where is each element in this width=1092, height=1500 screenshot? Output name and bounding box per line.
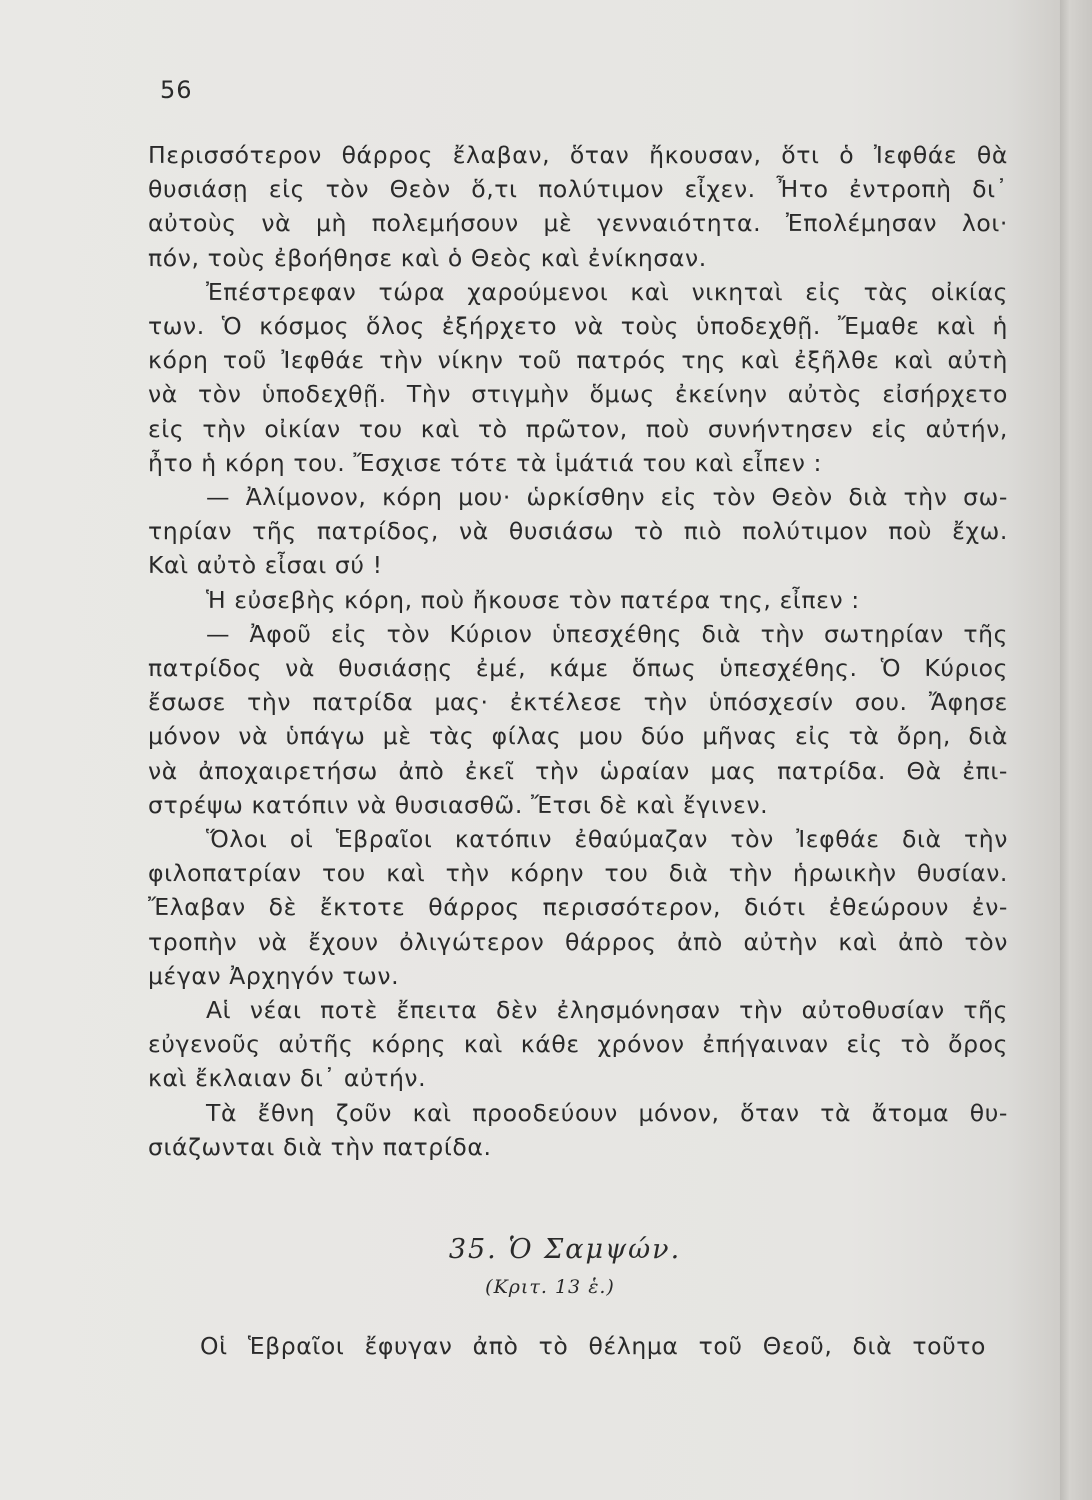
section-heading: 35. Ὁ Σαμψών. [448,1234,682,1265]
text-line: τροπὴν νὰ ἔχουν ὀλιγώτερον θάρρος ἀπὸ αὐτὴν καὶ ἀπὸ τὸν [148,927,1008,956]
text-line: θυσιάσῃ εἰς τὸν Θεὸν ὅ,τι πολύτιμον εἶχεν. Ἦτο ἐντροπὴ δι᾿ [148,175,1008,204]
text-line: εὐγενοῦς αὐτῆς κόρης καὶ κάθε χρόνον ἐπήγαιναν εἰς τὸ ὄρος [148,1030,1008,1059]
text-line: — Ἀλίμονον, κόρη μου· ὡρκίσθην εἰς τὸν Θεὸν διὰ τὴν σω- [206,483,1008,512]
text-line: μόνον νὰ ὑπάγω μὲ τὰς φίλας μου δύο μῆνας εἰς τὰ ὄρη, διὰ [148,722,1008,751]
text-line: Ἔλαβαν δὲ ἔκτοτε θάρρος περισσότερον, διότι ἐθεώρουν ἐν- [148,893,1008,922]
text-line: Καὶ αὐτὸ εἶσαι σύ ! [148,551,383,580]
text-line: Ἡ εὐσεβὴς κόρη, ποὺ ἤκουσε τὸν πατέρα της, εἶπεν : [206,585,860,614]
section-reference: (Κριτ. 13 ἑ.) [485,1276,615,1298]
text-line: τηρίαν τῆς πατρίδος, νὰ θυσιάσω τὸ πιὸ πολύτιμον ποὺ ἔχω. [148,517,1008,546]
text-line: — Ἀφοῦ εἰς τὸν Κύριον ὑπεσχέθης διὰ τὴν σωτηρίαν τῆς [206,619,1008,648]
text-line: πόν, τοὺς ἐβοήθησε καὶ ὁ Θεὸς καὶ ἐνίκησαν. [148,243,707,272]
text-line: μέγαν Ἀρχηγόν των. [148,961,400,990]
text-line: Ἐπέστρεφαν τώρα χαρούμενοι καὶ νικηταὶ εἰς τὰς οἰκίας [206,277,1008,306]
section-first-line: Οἱ Ἑβραῖοι ἔφυγαν ἀπὸ τὸ θέλημα τοῦ Θεοῦ, διὰ τοῦτο [200,1332,986,1360]
text-line: Τὰ ἔθνη ζοῦν καὶ προοδεύουν μόνον, ὅταν τὰ ἄτομα θυ- [206,1098,1008,1127]
text-line: Περισσότερον θάρρος ἔλαβαν, ὅταν ἤκουσαν, ὅτι ὁ Ἰεφθάε θὰ [148,141,1008,169]
text-line: νὰ τὸν ὑποδεχθῇ. Τὴν στιγμὴν ὅμως ἐκείνην αὐτὸς εἰσήρχετο [148,380,1008,409]
text-line: στρέψω κατόπιν νὰ θυσιασθῶ. Ἔτσι δὲ καὶ ἔγινεν. [148,790,769,819]
text-line: ἦτο ἡ κόρη του. Ἔσχισε τότε τὰ ἱμάτιά του καὶ εἶπεν : [148,448,823,477]
body-text [148,138,1008,1164]
text-line: των. Ὁ κόσμος ὅλος ἐξήρχετο νὰ τοὺς ὑποδεχθῇ. Ἔμαθε καὶ ἡ [148,312,1008,341]
page-number: 56 [160,76,193,104]
text-line: νὰ ἀποχαιρετήσω ἀπὸ ἐκεῖ τὴν ὡραίαν μας πατρίδα. Θὰ ἐπι- [148,756,1008,785]
page-edge [1060,0,1092,1500]
text-line: σιάζωνται διὰ τὴν πατρίδα. [148,1132,492,1161]
text-line: Ὅλοι οἱ Ἑβραῖοι κατόπιν ἐθαύμαζαν τὸν Ἰεφθάε διὰ τὴν [206,825,1008,854]
text-line: κόρη τοῦ Ἰεφθάε τὴν νίκην τοῦ πατρός της καὶ ἐξῆλθε καὶ αὐτὴ [148,346,1008,375]
text-line: ἔσωσε τὴν πατρίδα μας· ἐκτέλεσε τὴν ὑπόσχεσίν σου. Ἄφησε [148,688,1008,717]
text-line: εἰς τὴν οἰκίαν του καὶ τὸ πρῶτον, ποὺ συνήντησεν εἰς αὐτήν, [148,414,1008,443]
text-line: φιλοπατρίαν του καὶ τὴν κόρην του διὰ τὴν ἡρωικὴν θυσίαν. [148,859,1008,888]
text-line: αὐτοὺς νὰ μὴ πολεμήσουν μὲ γενναιότητα. Ἐπολέμησαν λοι· [148,209,1008,238]
text-line: καὶ ἔκλαιαν δι᾿ αὐτήν. [148,1064,427,1093]
text-line: Αἱ νέαι ποτὲ ἔπειτα δὲν ἐλησμόνησαν τὴν αὐτοθυσίαν τῆς [206,996,1008,1025]
text-line: πατρίδος νὰ θυσιάσῃς ἐμέ, κάμε ὅπως ὑπεσχέθης. Ὁ Κύριος [148,654,1008,683]
